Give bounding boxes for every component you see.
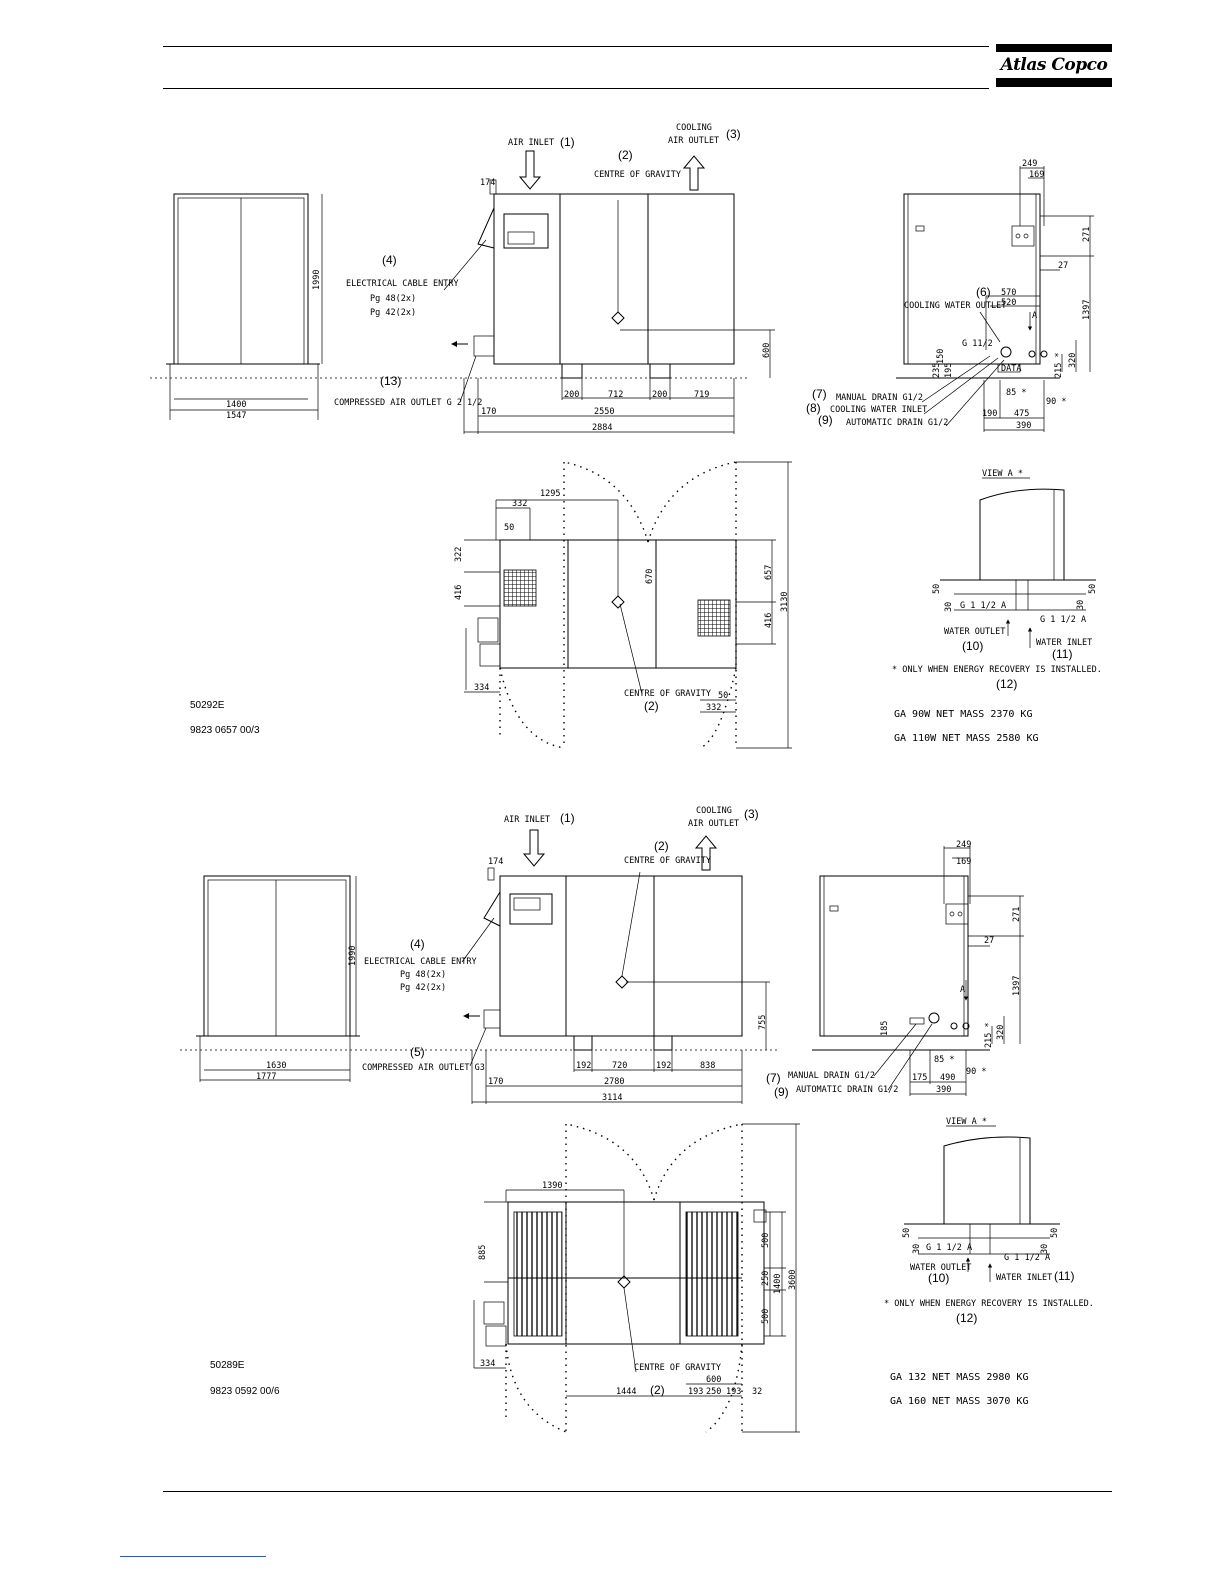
svg-text:190: 190 xyxy=(982,409,998,419)
dim-600: 600 xyxy=(762,342,772,358)
svg-text:(13): (13) xyxy=(380,374,402,388)
svg-text:DATA: DATA xyxy=(1001,364,1022,374)
svg-text:600: 600 xyxy=(706,1375,722,1385)
svg-text:1397: 1397 xyxy=(1082,299,1092,320)
svg-text:90 *: 90 * xyxy=(1046,397,1067,407)
bottom-front-view xyxy=(180,806,780,1104)
svg-text:Pg 48(2x): Pg 48(2x) xyxy=(370,294,417,304)
brand-logo: Atlas Copco xyxy=(996,44,1112,88)
svg-text:MANUAL DRAIN G1/2: MANUAL DRAIN G1/2 xyxy=(788,1071,875,1081)
svg-text:490: 490 xyxy=(940,1073,956,1083)
net-mass-ga132: GA 132 NET MASS 2980 KG xyxy=(890,1372,1029,1383)
svg-text:(3): (3) xyxy=(726,127,741,141)
svg-text:332: 332 xyxy=(706,703,722,713)
svg-text:192: 192 xyxy=(576,1061,592,1071)
bottom-end-view xyxy=(766,840,1024,1099)
svg-text:50: 50 xyxy=(1050,1227,1060,1238)
svg-text:390: 390 xyxy=(936,1085,952,1095)
svg-text:192: 192 xyxy=(656,1061,672,1071)
svg-text:838: 838 xyxy=(700,1061,716,1071)
svg-text:235: 235 xyxy=(932,362,942,378)
svg-text:(3): (3) xyxy=(744,807,759,821)
svg-text:85 *: 85 * xyxy=(934,1055,955,1065)
svg-text:169: 169 xyxy=(956,857,972,867)
svg-text:30: 30 xyxy=(944,601,954,612)
svg-text:G 11/2: G 11/2 xyxy=(962,339,993,349)
svg-text:* ONLY WHEN ENERGY RECOVERY IS: * ONLY WHEN ENERGY RECOVERY IS INSTALLED. xyxy=(884,1299,1094,1309)
svg-text:AIR OUTLET: AIR OUTLET xyxy=(668,136,720,146)
svg-text:MANUAL DRAIN G1/2: MANUAL DRAIN G1/2 xyxy=(836,393,923,403)
svg-text:90 *: 90 * xyxy=(966,1067,987,1077)
svg-text:(1): (1) xyxy=(560,811,575,825)
dim-1547: 1547 xyxy=(226,411,247,421)
svg-text:(9): (9) xyxy=(818,413,833,427)
svg-text:50: 50 xyxy=(504,523,515,533)
svg-text:215 *: 215 * xyxy=(1054,352,1064,378)
top-front-view xyxy=(150,123,775,434)
svg-text:(4): (4) xyxy=(382,253,397,267)
svg-text:* ONLY WHEN ENERGY RECOVERY IS: * ONLY WHEN ENERGY RECOVERY IS INSTALLED. xyxy=(892,665,1102,675)
svg-text:A: A xyxy=(1032,311,1038,321)
svg-text:1390: 1390 xyxy=(542,1181,563,1191)
svg-text:AIR INLET: AIR INLET xyxy=(504,815,551,825)
svg-text:885: 885 xyxy=(478,1244,488,1260)
svg-text:CENTRE OF GRAVITY: CENTRE OF GRAVITY xyxy=(634,1363,721,1373)
svg-text:Pg 42(2x): Pg 42(2x) xyxy=(400,983,447,993)
svg-text:(11): (11) xyxy=(1052,647,1073,661)
svg-text:150: 150 xyxy=(936,348,946,364)
svg-text:30: 30 xyxy=(1076,599,1086,610)
svg-text:193: 193 xyxy=(726,1387,742,1397)
net-mass-ga110w: GA 110W NET MASS 2580 KG xyxy=(894,733,1039,744)
svg-text:WATER INLET: WATER INLET xyxy=(1036,638,1093,648)
top-plan-view xyxy=(454,462,792,748)
svg-text:(2): (2) xyxy=(644,699,659,713)
dim-2884: 2884 xyxy=(592,423,613,433)
svg-text:320: 320 xyxy=(1068,352,1078,368)
top-view-a xyxy=(892,469,1102,691)
svg-text:195: 195 xyxy=(944,362,954,378)
svg-text:COOLING: COOLING xyxy=(676,123,712,133)
svg-text:30: 30 xyxy=(912,1243,922,1254)
svg-text:VIEW A *: VIEW A * xyxy=(982,469,1023,479)
dim-174: 174 xyxy=(480,178,496,188)
svg-text:185: 185 xyxy=(880,1020,890,1036)
svg-text:30: 30 xyxy=(1040,1243,1050,1254)
svg-text:G 1 1/2 A: G 1 1/2 A xyxy=(1040,615,1087,625)
svg-text:175: 175 xyxy=(912,1073,928,1083)
svg-text:3130: 3130 xyxy=(780,591,790,612)
svg-text:416: 416 xyxy=(454,584,464,600)
svg-text:1630: 1630 xyxy=(266,1061,287,1071)
svg-text:657: 657 xyxy=(764,564,774,580)
svg-text:322: 322 xyxy=(454,546,464,562)
svg-text:755: 755 xyxy=(758,1014,768,1030)
svg-text:500: 500 xyxy=(761,1308,771,1324)
svg-text:271: 271 xyxy=(1012,906,1022,922)
svg-text:(2): (2) xyxy=(650,1383,665,1397)
svg-text:(10): (10) xyxy=(962,639,984,653)
svg-text:VIEW A *: VIEW A * xyxy=(946,1117,987,1127)
svg-text:500: 500 xyxy=(761,1232,771,1248)
top-end-view xyxy=(806,159,1094,432)
bottom-plan-view xyxy=(474,1124,800,1432)
svg-text:50: 50 xyxy=(902,1227,912,1238)
svg-text:416: 416 xyxy=(764,612,774,628)
svg-text:3114: 3114 xyxy=(602,1093,623,1103)
svg-text:720: 720 xyxy=(612,1061,628,1071)
svg-text:AIR OUTLET: AIR OUTLET xyxy=(688,819,740,829)
svg-text:250: 250 xyxy=(706,1387,722,1397)
svg-text:G 1 1/2 A: G 1 1/2 A xyxy=(926,1243,973,1253)
svg-text:(1): (1) xyxy=(560,135,575,149)
svg-text:390: 390 xyxy=(1016,421,1032,431)
svg-text:670: 670 xyxy=(645,568,655,584)
svg-text:320: 320 xyxy=(996,1024,1006,1040)
svg-text:169: 169 xyxy=(1029,170,1045,180)
svg-text:(2): (2) xyxy=(618,148,633,162)
dim-712: 712 xyxy=(608,390,624,400)
svg-text:(2): (2) xyxy=(654,839,669,853)
svg-text:334: 334 xyxy=(480,1359,496,1369)
net-mass-ga160: GA 160 NET MASS 3070 KG xyxy=(890,1396,1029,1407)
svg-text:WATER OUTLET: WATER OUTLET xyxy=(910,1263,972,1273)
svg-text:(10): (10) xyxy=(928,1271,950,1285)
svg-text:Pg 48(2x): Pg 48(2x) xyxy=(400,970,447,980)
centre-of-gravity-label: CENTRE OF GRAVITY xyxy=(594,170,681,180)
svg-text:50: 50 xyxy=(1088,583,1098,594)
svg-text:(6): (6) xyxy=(976,285,991,299)
svg-text:COOLING: COOLING xyxy=(696,806,732,816)
dim-719: 719 xyxy=(694,390,710,400)
svg-text:G 1 1/2 A: G 1 1/2 A xyxy=(1004,1253,1051,1263)
net-mass-ga90w: GA 90W NET MASS 2370 KG xyxy=(894,709,1033,720)
svg-text:193: 193 xyxy=(688,1387,704,1397)
svg-text:249: 249 xyxy=(956,840,972,850)
drawing-number-bottom: 50289E xyxy=(210,1360,245,1371)
svg-text:(7): (7) xyxy=(766,1071,781,1085)
svg-text:(12): (12) xyxy=(996,677,1018,691)
part-number-top: 9823 0657 00/3 xyxy=(190,725,260,736)
bottom-view-a xyxy=(884,1117,1094,1325)
dim-200a: 200 xyxy=(564,390,580,400)
svg-text:(9): (9) xyxy=(774,1085,789,1099)
svg-text:WATER OUTLET: WATER OUTLET xyxy=(944,627,1006,637)
svg-text:A: A xyxy=(960,985,966,995)
part-number-bottom: 9823 0592 00/6 xyxy=(210,1386,280,1397)
dim-1400: 1400 xyxy=(226,400,247,410)
svg-text:(11): (11) xyxy=(1054,1269,1075,1283)
svg-text:85 *: 85 * xyxy=(1006,388,1027,398)
svg-text:475: 475 xyxy=(1014,409,1030,419)
svg-text:1295: 1295 xyxy=(540,489,561,499)
dim-1990: 1990 xyxy=(312,269,322,290)
svg-text:COOLING WATER INLET: COOLING WATER INLET xyxy=(830,405,928,415)
svg-text:174: 174 xyxy=(488,857,504,867)
svg-text:570: 570 xyxy=(1001,288,1017,298)
svg-text:332: 332 xyxy=(512,499,528,509)
svg-text:(8): (8) xyxy=(806,401,821,415)
svg-text:G 1 1/2 A: G 1 1/2 A xyxy=(960,601,1007,611)
svg-text:(12): (12) xyxy=(956,1311,978,1325)
dim-2550: 2550 xyxy=(594,407,615,417)
dim-170: 170 xyxy=(481,407,497,417)
svg-text:ELECTRICAL CABLE ENTRY: ELECTRICAL CABLE ENTRY xyxy=(364,957,477,967)
svg-text:(5): (5) xyxy=(410,1045,425,1059)
drawing-number-top: 50292E xyxy=(190,700,225,711)
svg-text:CENTRE OF GRAVITY: CENTRE OF GRAVITY xyxy=(624,689,711,699)
svg-text:27: 27 xyxy=(984,936,995,946)
svg-text:1444: 1444 xyxy=(616,1387,637,1397)
svg-text:(7): (7) xyxy=(812,387,827,401)
svg-text:(4): (4) xyxy=(410,937,425,951)
svg-text:CENTRE OF GRAVITY: CENTRE OF GRAVITY xyxy=(624,856,711,866)
svg-text:1400: 1400 xyxy=(773,1273,783,1294)
svg-text:COMPRESSED AIR OUTLET G3: COMPRESSED AIR OUTLET G3 xyxy=(362,1063,485,1073)
svg-text:334: 334 xyxy=(474,683,490,693)
compressed-air-outlet-label: COMPRESSED AIR OUTLET G 2 1/2 xyxy=(334,398,483,408)
svg-text:2780: 2780 xyxy=(604,1077,625,1087)
svg-text:AUTOMATIC DRAIN G1/2: AUTOMATIC DRAIN G1/2 xyxy=(796,1085,899,1095)
air-inlet-label: AIR INLET xyxy=(508,138,555,148)
dim-200b: 200 xyxy=(652,390,668,400)
svg-text:215 *: 215 * xyxy=(984,1022,994,1048)
svg-text:1777: 1777 xyxy=(256,1072,277,1082)
svg-text:50: 50 xyxy=(718,691,729,701)
svg-text:Pg 42(2x): Pg 42(2x) xyxy=(370,308,417,318)
svg-text:3600: 3600 xyxy=(788,1269,798,1290)
svg-text:COOLING WATER OUTLET: COOLING WATER OUTLET xyxy=(904,301,1007,311)
svg-text:170: 170 xyxy=(488,1077,504,1087)
svg-text:520: 520 xyxy=(1001,298,1017,308)
svg-text:AUTOMATIC DRAIN G1/2: AUTOMATIC DRAIN G1/2 xyxy=(846,418,949,428)
svg-text:271: 271 xyxy=(1082,226,1092,242)
svg-text:WATER INLET: WATER INLET xyxy=(996,1273,1053,1283)
svg-text:1397: 1397 xyxy=(1012,975,1022,996)
svg-text:50: 50 xyxy=(932,583,942,594)
svg-text:250: 250 xyxy=(761,1270,771,1286)
svg-text:27: 27 xyxy=(1058,261,1069,271)
svg-text:32: 32 xyxy=(752,1387,763,1397)
svg-text:249: 249 xyxy=(1022,159,1038,169)
electrical-entry-label: ELECTRICAL CABLE ENTRY xyxy=(346,279,459,289)
svg-text:1990: 1990 xyxy=(348,945,358,966)
